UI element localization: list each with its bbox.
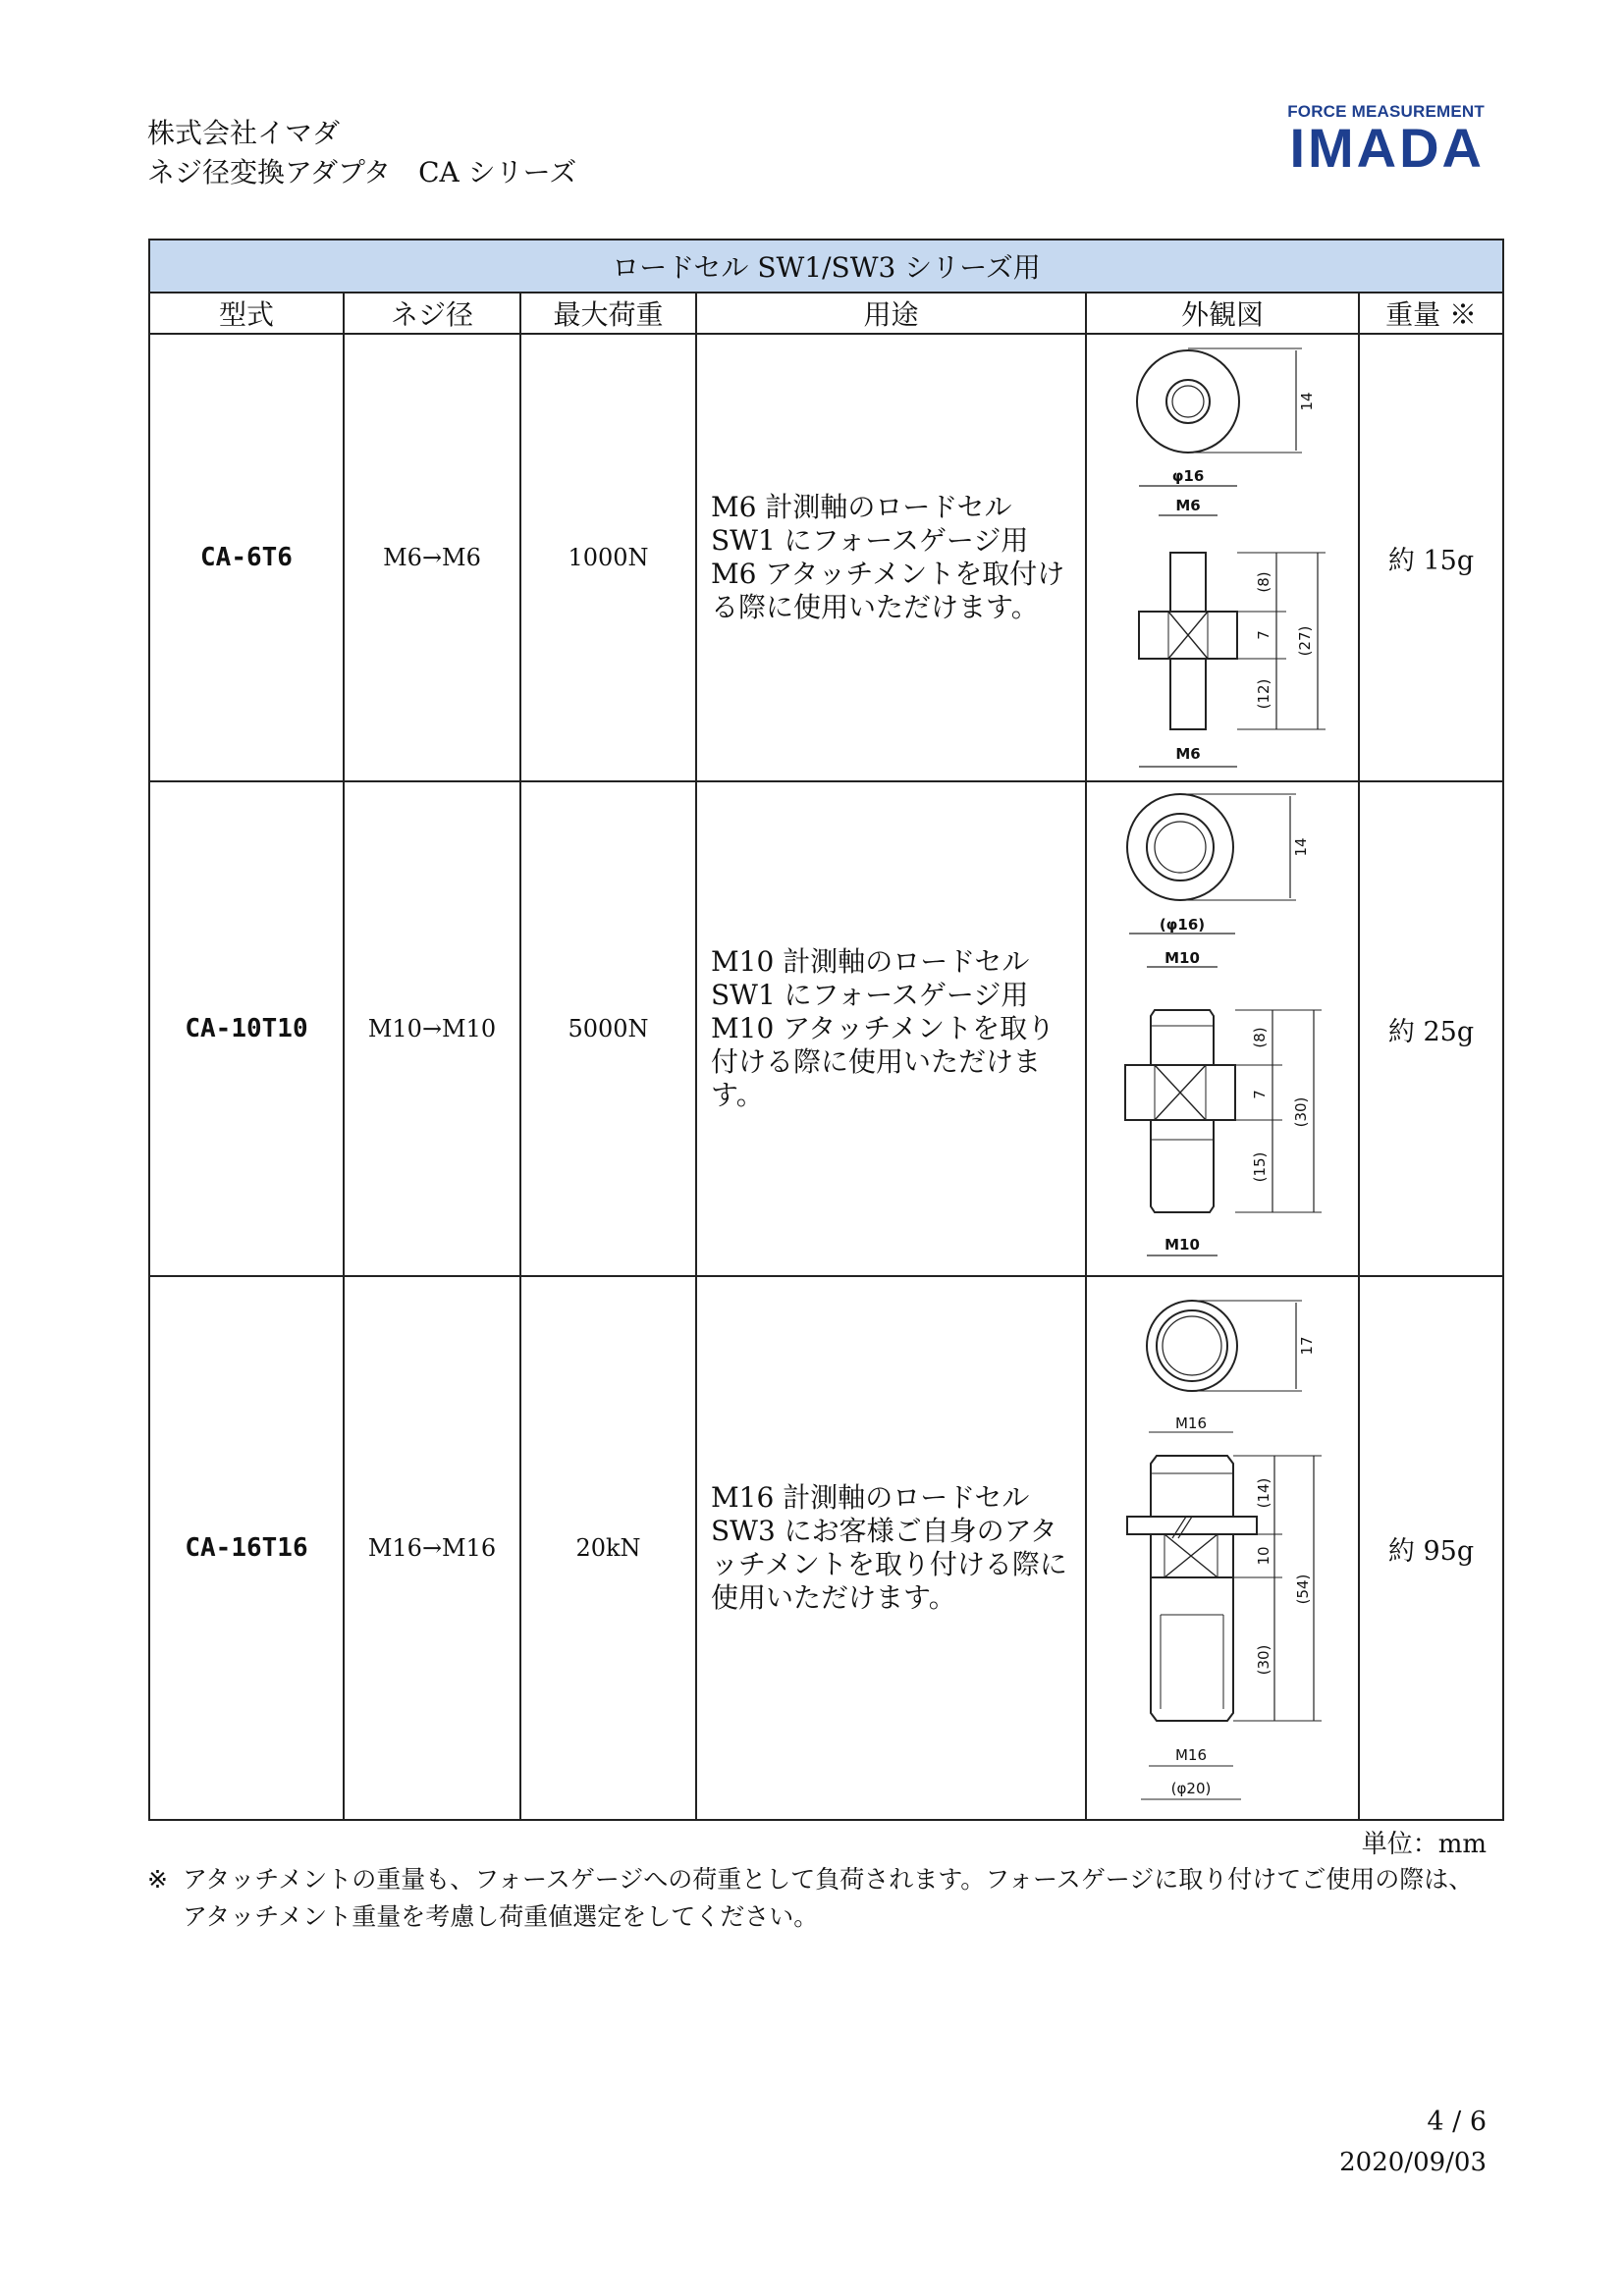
logo-name: IMADA <box>1289 117 1485 179</box>
col-model: 型式 <box>149 293 344 334</box>
note-line-2: アタッチメント重量を考慮し荷重値選定をしてください。 <box>183 1902 819 1931</box>
note-mark: ※ <box>147 1865 168 1894</box>
thread-cell: M16→M16 <box>344 1276 520 1820</box>
model-cell: CA-10T10 <box>149 781 344 1276</box>
dim-total: (54) <box>1294 1574 1312 1605</box>
note-line-1: アタッチメントの重量も、フォースゲージへの荷重として負荷されます。フォースゲージに取り付けてご使用の際は、 <box>183 1865 1474 1894</box>
dim-lower: (30) <box>1255 1644 1272 1676</box>
col-max-load: 最大荷重 <box>520 293 696 334</box>
adapter-drawing-ca16t16 <box>1090 1281 1355 1815</box>
dim-total: (30) <box>1292 1096 1310 1128</box>
col-usage: 用途 <box>696 293 1086 334</box>
dim-diameter: (φ20) <box>1170 1780 1212 1797</box>
table-caption: ロードセル SW1/SW3 シリーズ用 <box>149 240 1503 293</box>
dim-middle: 7 <box>1255 630 1272 640</box>
adapter-drawing-ca10t10 <box>1090 786 1355 1271</box>
usage-cell: M16 計測軸のロードセル SW3 にお客様ご自身のアタッチメントを取り付ける際に使用いただけます。 <box>696 1276 1086 1820</box>
adapter-drawing-ca6t6 <box>1090 339 1355 776</box>
dim-thread-bottom: M6 <box>1175 745 1201 763</box>
dim-lower: (15) <box>1251 1151 1269 1183</box>
weight-cell: 約 15g <box>1359 334 1503 781</box>
drawing-cell <box>1086 781 1359 1276</box>
max-load-cell: 20kN <box>520 1276 696 1820</box>
document-date: 2020/09/03 <box>1339 2148 1487 2177</box>
col-drawing: 外観図 <box>1086 293 1359 334</box>
spec-table <box>148 239 1504 1821</box>
col-weight: 重量 ※ <box>1359 293 1503 334</box>
thread-cell: M6→M6 <box>344 334 520 781</box>
thread-cell: M10→M10 <box>344 781 520 1276</box>
dim-diameter: (φ16) <box>1159 916 1206 934</box>
table-row <box>149 1276 1503 1820</box>
dim-lower: (12) <box>1255 678 1272 710</box>
weight-note <box>147 1861 1502 1936</box>
document-header <box>147 114 576 192</box>
dim-middle: 10 <box>1255 1546 1272 1566</box>
logo-tagline: FORCE MEASUREMENT <box>1287 102 1485 121</box>
model-cell: CA-6T6 <box>149 334 344 781</box>
imada-logo <box>1272 102 1485 177</box>
usage-cell: M6 計測軸のロードセル SW1 にフォースゲージ用 M6 アタッチメントを取付ける際に使用いただけます。 <box>696 334 1086 781</box>
weight-cell: 約 95g <box>1359 1276 1503 1820</box>
dim-thread-top: M10 <box>1164 949 1200 967</box>
max-load-cell: 5000N <box>520 781 696 1276</box>
dim-upper: (8) <box>1255 571 1272 593</box>
dim-upper: (14) <box>1255 1477 1272 1509</box>
company-name: 株式会社イマダ <box>147 117 341 149</box>
dim-diameter: φ16 <box>1171 467 1205 485</box>
model-cell: CA-16T16 <box>149 1276 344 1820</box>
dim-thread-bottom: M16 <box>1174 1746 1208 1764</box>
table-row <box>149 334 1503 781</box>
drawing-cell <box>1086 334 1359 781</box>
unit-label: 単位：mm <box>1361 1830 1487 1859</box>
dim-total: (27) <box>1296 625 1314 657</box>
column-header-row <box>149 293 1503 334</box>
page-number: 4 / 6 <box>1427 2107 1487 2137</box>
dim-height: 14 <box>1292 837 1310 857</box>
col-thread: ネジ径 <box>344 293 520 334</box>
usage-cell: M10 計測軸のロードセル SW1 にフォースゲージ用 M10 アタッチメントを取り付ける際に使用いただけます。 <box>696 781 1086 1276</box>
dim-height: 14 <box>1298 392 1316 411</box>
document-title: ネジ径変換アダプタ CA シリーズ <box>147 156 577 188</box>
table-row <box>149 781 1503 1276</box>
dim-thread-top: M6 <box>1175 497 1201 514</box>
dim-thread-top: M16 <box>1174 1415 1208 1432</box>
dim-thread-bottom: M10 <box>1164 1236 1200 1254</box>
dim-middle: 7 <box>1251 1090 1269 1099</box>
dim-height: 17 <box>1298 1336 1316 1356</box>
drawing-cell <box>1086 1276 1359 1820</box>
max-load-cell: 1000N <box>520 334 696 781</box>
dim-upper: (8) <box>1251 1027 1269 1048</box>
weight-cell: 約 25g <box>1359 781 1503 1276</box>
